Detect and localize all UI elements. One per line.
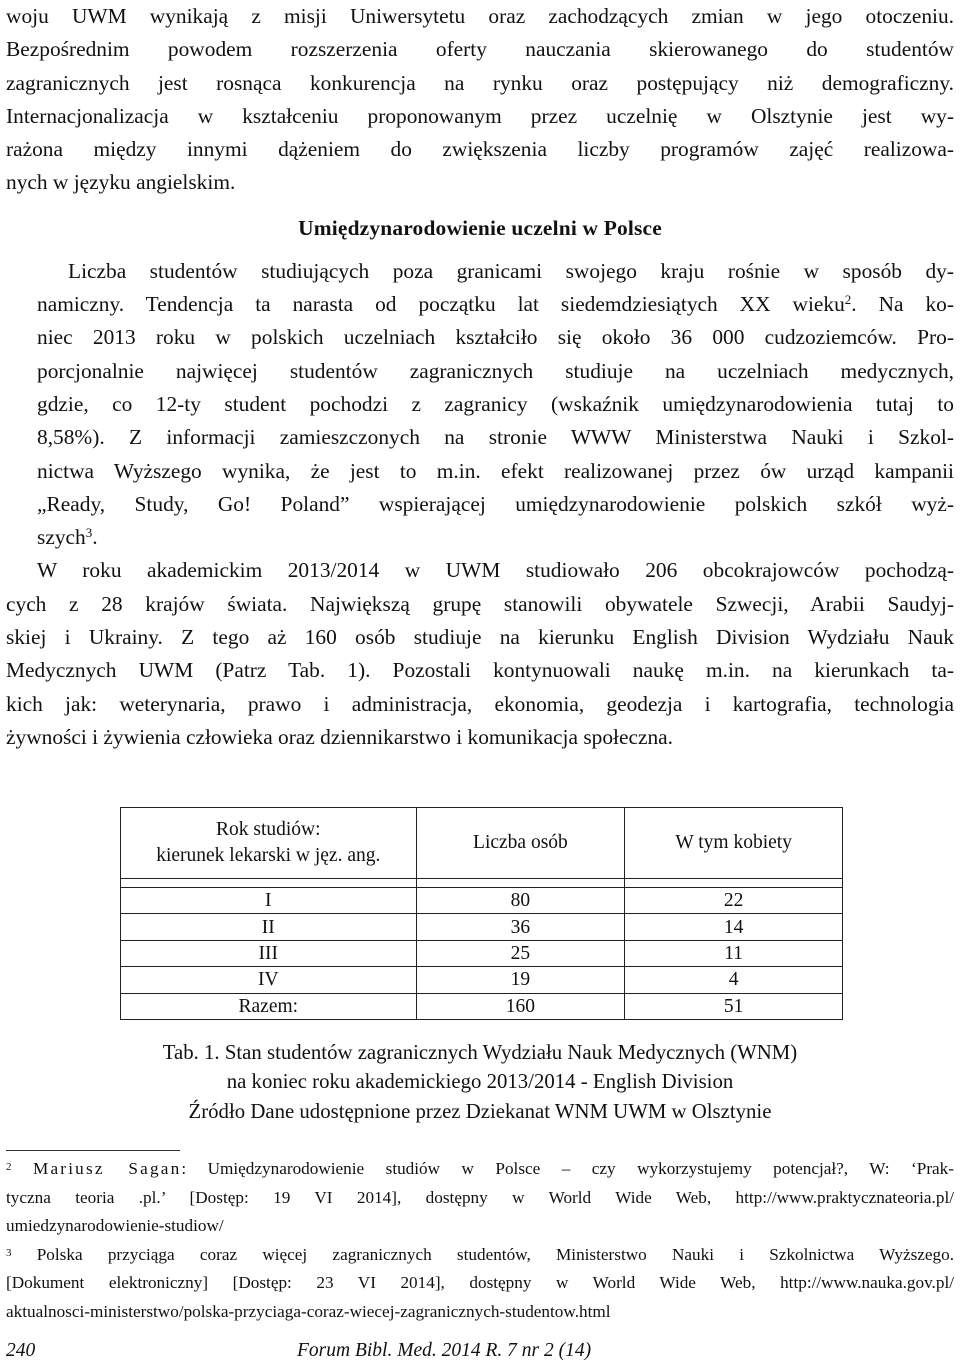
table-cell: IV — [121, 967, 417, 993]
table-cell: 11 — [625, 940, 843, 966]
text-fragment: . Na ko- — [851, 292, 954, 317]
text-line — [6, 288, 954, 321]
table-header-women: W tym kobiety — [625, 808, 843, 879]
text-line: woju UWM wynikają z misji Uniwersytetu oraz zachodzących zmian w jego otoczeniu. — [6, 4, 954, 28]
table-cell: 36 — [416, 914, 625, 940]
paragraph-3 — [6, 554, 954, 754]
table-cell: I — [121, 888, 417, 914]
table-cell: 19 — [416, 967, 625, 993]
journal-reference: Forum Bibl. Med. 2014 R. 7 nr 2 (14) — [297, 1340, 592, 1361]
page-number: 240 — [6, 1340, 36, 1361]
footnote-link[interactable]: umiedzynarodowienie-studiow/ — [6, 1216, 224, 1236]
text-fragment: . — [92, 525, 98, 550]
table-cell: 80 — [416, 888, 625, 914]
footnote-author: Mariusz Sagan — [32, 1159, 182, 1178]
table-row — [121, 914, 843, 940]
table-spacer-row — [121, 879, 843, 888]
footnote-reference[interactable]: 3 — [85, 525, 93, 541]
table-cell: 25 — [416, 940, 625, 966]
table-cell: 51 — [625, 993, 843, 1019]
table-cell: Razem: — [121, 993, 417, 1019]
text-line — [6, 521, 954, 554]
text-line: 8,58%). Z informacji zamieszczonych na stronie WWW Ministerstwa Nauki i Szkol- — [37, 425, 954, 450]
text-line: zagranicznych jest rosnąca konkurencja na rynku oraz postępujący niż demograficzny. — [6, 70, 954, 95]
table-header-row — [121, 808, 843, 879]
footnote-number: 3 — [6, 1246, 12, 1259]
paragraph-1 — [6, 0, 954, 200]
paragraph-2 — [6, 255, 954, 555]
students-table — [120, 807, 843, 1020]
table-cell: 14 — [625, 914, 843, 940]
table-header-year — [121, 808, 417, 879]
table-caption — [0, 1038, 960, 1126]
text-fragment: Polska przyciąga coraz więcej zagranicznych studentów, Ministerstwo Nauki i Szkolnictwa Wyższego. — [36, 1244, 954, 1264]
table-row — [121, 940, 843, 966]
table-row — [121, 967, 843, 993]
table-cell: 22 — [625, 888, 843, 914]
text-line: skiej i Ukrainy. Z tego aż 160 osób studiuje na kierunku English Division Wydziału Nauk — [6, 625, 954, 650]
text-fragment: szych — [37, 525, 86, 550]
table-cell: III — [121, 940, 417, 966]
text-line: rażona między innymi dążeniem do zwiększenia liczby programów zajęć realizowa- — [6, 137, 954, 162]
footnote-number: 2 — [6, 1161, 12, 1173]
text-line: Medycznych UWM (Patrz Tab. 1). Pozostali kontynuowali naukę m.in. na kierunkach ta- — [6, 658, 954, 683]
text-line: cych z 28 krajów świata. Największą grupę stanowili obywatele Szwecji, Arabii Saudyj- — [6, 591, 954, 616]
footnote-2 — [6, 1155, 954, 1241]
footnote-link[interactable]: aktualnosci-ministerstwo/polska-przyciaga-coraz-wiecej-zagranicznych-studentow.html — [6, 1301, 611, 1321]
body-text — [6, 0, 954, 754]
caption-line: na koniec roku akademickiego 2013/2014 - English Division — [226, 1070, 734, 1094]
text-line: Liczba studentów studiujących poza granicami swojego kraju rośnie w sposób dy- — [68, 258, 954, 283]
text-line: niec 2013 roku w polskich uczelniach kształciło się około 36 000 cudzoziemców. Pro- — [37, 325, 954, 350]
text-fragment: namiczny. Tendencja ta narasta od początku lat siedemdziesiątych XX wieku — [37, 292, 845, 317]
footnote-reference[interactable]: 2 — [844, 292, 852, 308]
students-table-container — [120, 807, 843, 1020]
table-row-total — [121, 993, 843, 1019]
text-line: tyczna teoria .pl.’ [Dostęp: 19 VI 2014], dostępny w World Wide Web, http://www.praktycznateoria.pl/ — [6, 1187, 954, 1207]
text-line: żywności i żywienia człowieka oraz dziennikarstwo i komunikacja społeczna. — [6, 724, 674, 749]
table-header-count: Liczba osób — [416, 808, 625, 879]
text-line — [6, 1241, 954, 1270]
text-line: „Ready, Study, Go! Poland” wspierającej umiędzynarodowienie polskich szkół wyż- — [37, 491, 954, 516]
text-line: W roku akademickim 2013/2014 w UWM studiowało 206 obcokrajowców pochodzą- — [37, 558, 954, 583]
text-line: [Dokument elektroniczny] [Dostęp: 23 VI 2014], dostępny w World Wide Web, http://www.nauka.gov.pl/ — [6, 1273, 954, 1293]
text-line: porcjonalnie najwięcej studentów zagranicznych studiuje na uczelniach medycznych, — [37, 358, 954, 383]
table-row — [121, 888, 843, 914]
text-line: nych w języku angielskim. — [6, 170, 236, 195]
header-line: Rok studiów: — [216, 819, 321, 840]
text-line: Internacjonalizacja w kształceniu proponowanym przez uczelnię w Olsztynie jest wy- — [6, 103, 954, 128]
text-line: Bezpośrednim powodem rozszerzenia oferty nauczania skierowanego do studentów — [6, 37, 954, 62]
caption-line: Tab. 1. Stan studentów zagranicznych Wydziału Nauk Medycznych (WNM) — [162, 1041, 798, 1064]
footnotes — [6, 1155, 954, 1327]
caption-source: Źródło Dane udostępnione przez Dziekanat WNM UWM w Olsztynie — [188, 1099, 772, 1123]
text-line: gdzie, co 12-ty student pochodzi z zagranicy (wskaźnik umiędzynarodowienia tutaj to — [37, 391, 954, 416]
text-line — [6, 1155, 954, 1184]
footnote-separator — [6, 1150, 180, 1151]
footnote-3 — [6, 1241, 954, 1327]
text-fragment: : Umiędzynarodowienie studiów w Polsce – czy wykorzystujemy potencjał?, W: ‘Prak- — [181, 1159, 955, 1178]
table-cell: 160 — [416, 993, 625, 1019]
table-cell: 4 — [625, 967, 843, 993]
text-line: kich jak: weterynaria, prawo i administracja, ekonomia, geodezja i kartografia, technologia — [6, 691, 954, 716]
table-cell: II — [121, 914, 417, 940]
text-line: nictwa Wyższego wynika, że jest to m.in. efekt realizowanej przez ów urząd kampanii — [37, 458, 954, 483]
section-heading: Umiędzynarodowienie uczelni w Polsce — [298, 215, 662, 240]
header-line: kierunek lekarski w jęz. ang. — [156, 845, 381, 866]
